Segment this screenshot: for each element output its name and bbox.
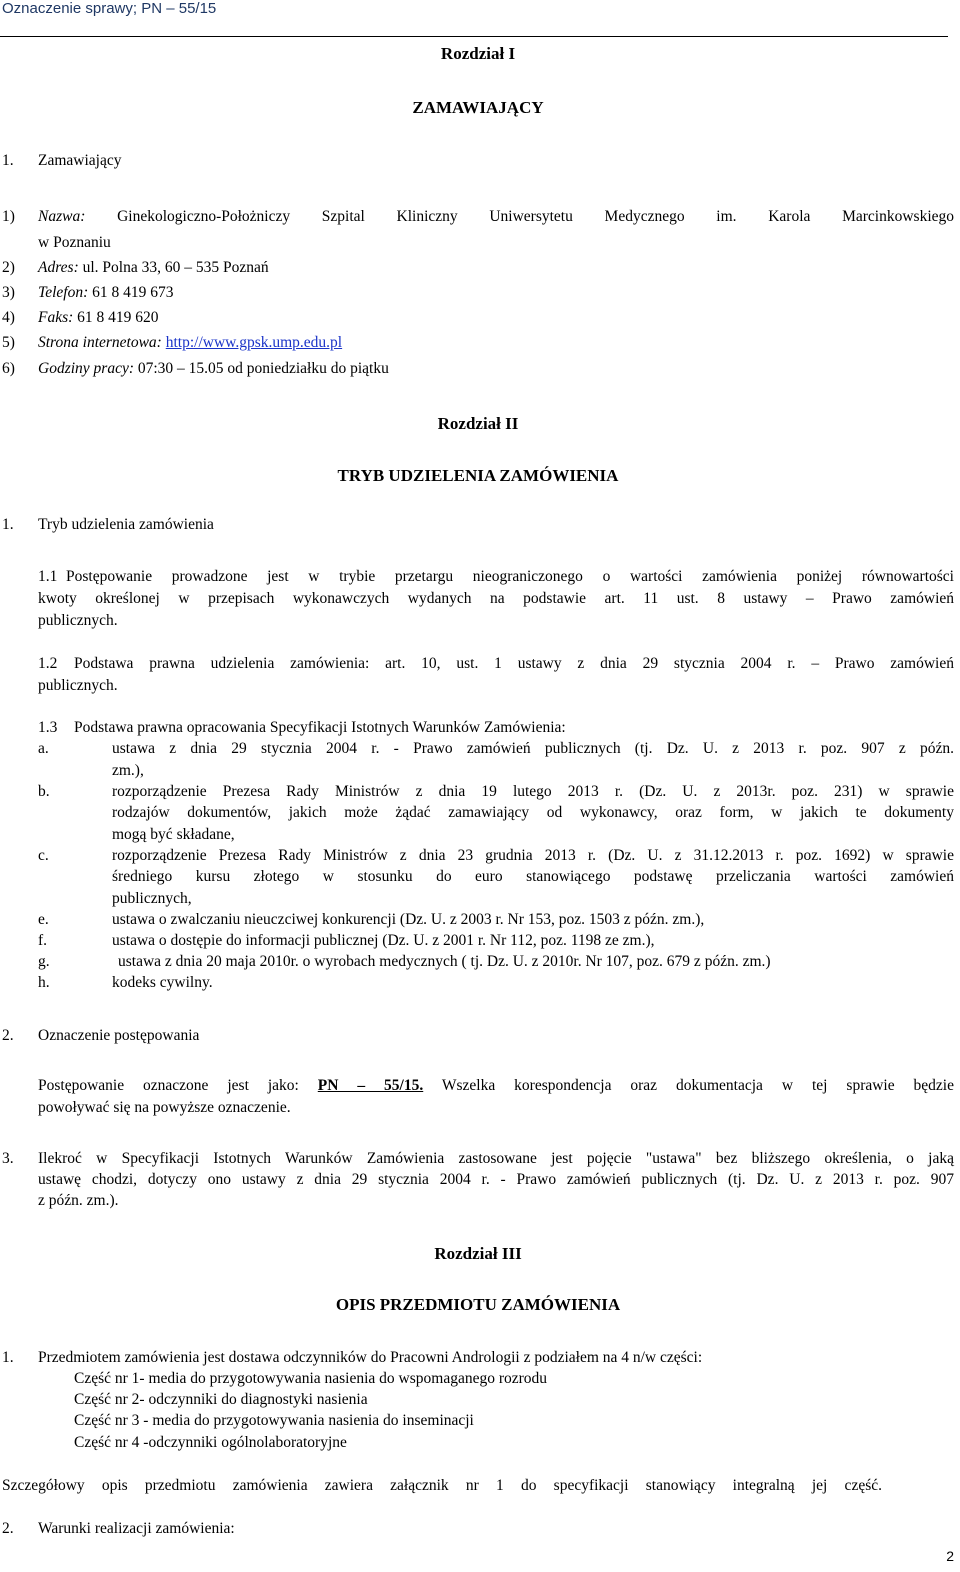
item-label: Godziny pracy:	[38, 360, 134, 377]
para-line: publicznych.	[38, 677, 118, 694]
para-line: Podstawa prawna udzielenia zamówienia: art. 10, ust. 1 ustawy z dnia 29 stycznia 2004 r. – Prawo zamówień	[74, 655, 954, 672]
item-num: 1)	[2, 208, 15, 225]
item-value: ul. Polna 33, 60 – 535 Poznań	[82, 259, 269, 276]
item-value: 61 8 419 673	[92, 284, 174, 301]
para-line: Podstawa prawna opracowania Specyfikacji Istotnych Warunków Zamówienia:	[74, 719, 566, 736]
chapter-3-title: Rozdział III	[434, 1244, 522, 1263]
chapter-1-title: Rozdział I	[440, 44, 516, 63]
page-number: 2	[946, 1548, 954, 1564]
list-item: ustawa z dnia 20 maja 2010r. o wyrobach medycznych ( tj. Dz. U. z 2010r. Nr 107, poz. 679 z późn. zm.)	[118, 953, 771, 970]
list-letter: g.	[38, 953, 50, 970]
item-label: Adres:	[38, 259, 79, 276]
list-letter: a.	[38, 740, 49, 757]
list-item-fax	[38, 309, 159, 327]
item-value: 61 8 419 620	[77, 309, 159, 326]
part-item: Część nr 4 -odczynniki ogólnolaboratoryjne	[74, 1434, 347, 1451]
list-item: mogą być składane,	[112, 826, 235, 843]
item-value: 07:30 – 15.05 od poniedziałku do piątku	[137, 360, 389, 377]
chapter-2-title: Rozdział II	[437, 414, 519, 433]
list-item: ustawa o dostępie do informacji publicznej (Dz. U. z 2001 r. Nr 112, poz. 1198 ze zm.),	[112, 932, 655, 949]
list-item: rodzajów dokumentów, jakich może żądać zamawiający od wykonawcy, oraz form, w jakich te dokumenty	[112, 804, 954, 821]
para-line: powoływać się na powyższe oznaczenie.	[38, 1099, 291, 1116]
para-line: ustawę chodzi, dotyczy ono ustawy z dnia 29 stycznia 2004 r. - Prawo zamówień publicznych (tj. Dz. U. z 2013 r. poz. 907	[38, 1171, 954, 1188]
running-header: Oznaczenie sprawy; PN – 55/15	[2, 0, 217, 17]
para-line: publicznych.	[38, 612, 118, 629]
part-item: Część nr 1- media do przygotowywania nasienia do wspomaganego rozrodu	[74, 1370, 548, 1387]
list-item: rozporządzenie Prezesa Rady Ministrów z dnia 23 grudnia 2013 r. (Dz. U. z 31.12.2013 r. poz. 1692) w sprawie	[112, 847, 954, 864]
chapter-2-heading: TRYB UDZIELENIA ZAMÓWIENIA	[337, 466, 619, 485]
detail-paragraph: Szczegółowy opis przedmiotu zamówienia zawiera załącznik nr 1 do specyfikacji stanowiący integralną jej część.	[2, 1477, 882, 1494]
text-run: Postępowanie oznaczone jest jako:	[38, 1077, 299, 1094]
item-num: 5)	[2, 334, 15, 351]
item-label: Strona internetowa:	[38, 334, 162, 351]
list-letter: b.	[38, 783, 50, 800]
item-label: Telefon:	[38, 284, 89, 301]
text-run: Wszelka korespondencja oraz dokumentacja w tej sprawie będzie	[441, 1077, 954, 1094]
item-num: 3)	[2, 284, 15, 301]
list-item: rozporządzenie Prezesa Rady Ministrów z dnia 19 lutego 2013 r. (Dz. U. z 2013r. poz. 231) w sprawie	[112, 783, 954, 800]
list-item: ustawa o zwalczaniu nieuczciwej konkurencji (Dz. U. z 2003 r. Nr 153, poz. 1503 z późn. zm.),	[112, 911, 705, 928]
para-num: 1.1	[38, 568, 58, 585]
para-line: Ilekroć w Specyfikacji Istotnych Warunków Zamówienia zastosowane jest pojęcie "ustawa" bez bliższego określenia, o jaką	[38, 1150, 954, 1167]
item-value: Ginekologiczno-Położniczy Szpital Kliniczny Uniwersytetu Medycznego im. Karola Marcinkowskiego	[117, 208, 954, 225]
section-intro: Przedmiotem zamówienia jest dostawa odczynników do Pracowni Andrologii z podziałem na 4 n/w części:	[38, 1349, 703, 1366]
item-label: Faks:	[38, 309, 74, 326]
section-num: 1.	[2, 1349, 14, 1366]
website-link[interactable]: http://www.gpsk.ump.edu.pl	[165, 334, 343, 351]
header-rule	[0, 36, 948, 37]
list-letter: h.	[38, 974, 50, 991]
para-line: kwoty określonej w przepisach wykonawczych wydanych na podstawie art. 11 ust. 8 ustawy – Prawo zamówień	[38, 590, 954, 607]
list-letter: c.	[38, 847, 49, 864]
list-item: kodeks cywilny.	[112, 974, 213, 991]
section-label: Tryb udzielenia zamówienia	[38, 516, 214, 533]
chapter-1-heading: ZAMAWIAJĄCY	[412, 98, 544, 117]
list-item: ustawa z dnia 29 stycznia 2004 r. - Prawo zamówień publicznych (tj. Dz. U. z 2013 r. poz. 907 z późn.	[112, 740, 954, 757]
item-num: 4)	[2, 309, 15, 326]
section-label: Oznaczenie postępowania	[38, 1027, 200, 1044]
section-num: 2.	[2, 1027, 14, 1044]
section-label: Zamawiający	[38, 152, 122, 169]
section-label: Warunki realizacji zamówienia:	[38, 1520, 235, 1537]
para-num: 1.3	[38, 719, 58, 736]
list-item-address	[38, 259, 269, 277]
list-item-phone	[38, 284, 173, 302]
section-num: 3.	[2, 1150, 14, 1167]
list-letter: e.	[38, 911, 49, 928]
part-item: Część nr 3 - media do przygotowywania nasienia do inseminacji	[74, 1412, 474, 1429]
list-item-hours	[38, 360, 389, 378]
item-num: 6)	[2, 360, 15, 377]
list-item: publicznych,	[112, 890, 192, 907]
chapter-3-heading: OPIS PRZEDMIOTU ZAMÓWIENIA	[335, 1295, 621, 1314]
para-line: Postępowanie prowadzone jest w trybie przetargu nieograniczonego o wartości zamówienia poniżej równowartości	[66, 568, 954, 585]
list-letter: f.	[38, 932, 48, 949]
section-num: 1.	[2, 152, 14, 169]
list-item: średniego kursu złotego w stosunku do euro stanowiącego podstawę przeliczania wartości zamówień	[112, 868, 954, 885]
para-line: z późn. zm.).	[38, 1192, 119, 1209]
item-value-cont: w Poznaniu	[38, 234, 111, 251]
section-num: 2.	[2, 1520, 14, 1537]
list-item-name	[38, 208, 954, 226]
list-item-website	[38, 334, 342, 352]
item-label: Nazwa:	[38, 208, 86, 225]
case-code: PN – 55/15.	[317, 1077, 424, 1094]
item-num: 2)	[2, 259, 15, 276]
list-item: zm.),	[112, 762, 144, 779]
para-num: 1.2	[38, 655, 58, 672]
para-line	[38, 1077, 954, 1095]
part-item: Część nr 2- odczynniki do diagnostyki nasienia	[74, 1391, 368, 1408]
section-num: 1.	[2, 516, 14, 533]
